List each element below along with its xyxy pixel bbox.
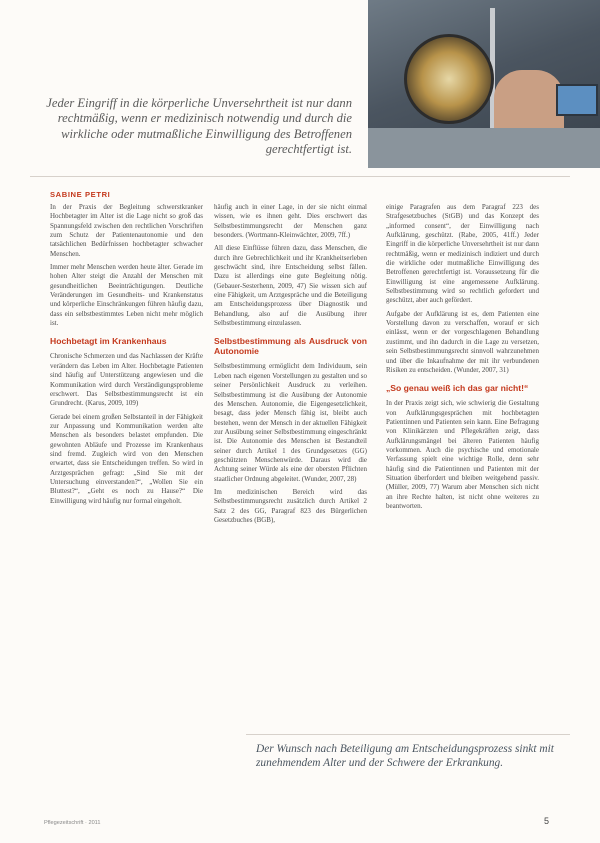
- paragraph: All diese Einflüsse führen dazu, dass Menschen, die durch ihre Gebrechlichkeit und ihr Krankheitserleben geschwächt sind, ihre Entscheidung selbst fällen. Dazu ist allerdings eine gute Begleitung nötig. (Gebauer-Sesterhenn, 2009, 47) Sie wissen sich auf eine Fähigkeit, um Arztgespräche und die Beteiligung am Entscheidungsprozess über Diagnostik und Behandlung, also auf die Ausübung ihrer Selbstbestimmung einzulassen.: [214, 244, 367, 328]
- paragraph: Immer mehr Menschen werden heute älter. Gerade im hohen Alter steigt die Anzahl der Menschen mit gesundheitlichen Beeinträchtigungen. Deutliche Veränderungen im Gesundheits- und Krankenstatus und körperliche Einschränkungen führen häufig dazu, dass ein selbstbestimmtes Leben nicht mehr möglich ist.: [50, 263, 203, 328]
- bed: [368, 128, 600, 168]
- pull-quote-top: Jeder Eingriff in die körperliche Unversehrtheit ist nur dann rechtmäßig, wenn er medizinisch notwendig und durch die wirkliche oder mutmaßliche Einwilligung des Betroffenen gerechtfertigt ist.: [46, 96, 352, 157]
- footer-text: Pflegezeitschrift · 2011: [44, 820, 101, 826]
- paragraph: einige Paragrafen aus dem Paragraf 223 des Strafgesetzbuches (StGB) und das Konzept des „informed consent“, der Einwilligung nach Aufklärung, geschützt. (Rabe, 2005, 41ff.) Jeder Eingriff in die körperliche Unversehrtheit ist nur dann rechtmäßig, wenn er medizinisch indiziert und durch die wirkliche oder mutmaßliche Einwilligung des Betroffenen gerechtfertigt ist. Voraussetzung für die Einwilligung ist eine angemessene Aufklärung. Selbstbestimmung wird so rechtlich gefordert und geschützt, aber auch gefördert.: [386, 203, 539, 305]
- paragraph: Aufgabe der Aufklärung ist es, dem Patienten eine Vorstellung davon zu verschaffen, worauf er sich einlässt, wenn er der vorgeschlagenen Behandlung zustimmt, und ihn dadurch in die Lage zu versetzen, sein Selbstbestimmungsrecht sinnvoll wahrzunehmen und über die Inkaufnahme der mit ihr verbundenen Risiken zu entscheiden. (Wunder, 2007, 31): [386, 309, 539, 374]
- text-column-1: [50, 203, 203, 510]
- pull-quote-bottom: Der Wunsch nach Beteiligung am Entscheidungsprozess sinkt mit zunehmendem Alter und der Schwere der Erkrankung.: [256, 743, 554, 769]
- surgical-lamp: [404, 34, 494, 124]
- monitor-icon: [556, 84, 598, 116]
- paragraph: Gerade bei einem großen Selbstanteil in der Fähigkeit zur Anpassung und Kommunikation werden alte Menschen als besonders belastet empfunden. Die gewohnten Abläufe und Prozesse im Krankenhaus sind fremd. Zugleich wird von den Menschen erwartet, dass sie Entscheidungen treffen. So wird in Arztgesprächen gefragt: „Sind Sie mit der Untersuchung einverstanden?“, „Wollen Sie ein Bluttest?“, „Geht es noch zu Hause?“ Die Einwilligung wird häufig nur formal eingeholt.: [50, 412, 203, 505]
- paragraph: In der Praxis zeigt sich, wie schwierig die Gestaltung von Aufklärungsgesprächen mit hochbetagten Patientinnen und Patienten sein kann. Eine Befragung von Klinikärzten und Pflegekräften zeigt, dass Aufklärungsmängel bei älteren Patienten häufig vorkommen. Auch die psychische und emotionale Verfassung spielt eine wichtige Rolle, denn sehr häufig sind die Patientinnen und Patienten mit der Situation überfordert und bleiben weitgehend passiv. (Müller, 2009, 77) Warum aber Menschen sich nicht an ihre Rechte halten, ist nicht ohne weiteres zu beantworten.: [386, 399, 539, 510]
- paragraph: Im medizinischen Bereich wird das Selbstbestimmungsrecht zusätzlich durch Artikel 2 Satz 2 des GG, Paragraf 823 des Bürgerlichen Gesetzbuches (BGB),: [214, 487, 367, 524]
- text-column-3: [386, 203, 539, 515]
- paragraph: Chronische Schmerzen und das Nachlassen der Kräfte verändern das Leben im Alter. Hochbetagte Patienten sind häufig auf Unterstützung angewiesen und die Kommunikation wird durch Verständigungsprobleme erschwert. Das Selbstbestimmungsrecht ist ein Grundrecht. (Karus, 2009, 109): [50, 352, 203, 408]
- section-heading: „So genau weiß ich das gar nicht!“: [386, 383, 529, 394]
- text-column-2: [214, 203, 367, 529]
- section-heading: Hochbetagt im Krankenhaus: [50, 336, 167, 347]
- hospital-photo: [368, 0, 600, 168]
- paragraph: häufig auch in einer Lage, in der sie nicht einmal wissen, wie es ihnen geht. Dies erschwert das Selbstbestimmungsrecht der Menschen ganz besonders. (Wortmann-Kleinwächter, 2009, 7ff.): [214, 203, 367, 240]
- section-heading: Selbstbestimmung als Ausdruck von Autonomie: [214, 336, 367, 357]
- page-number: 5: [544, 816, 550, 826]
- paragraph: In der Praxis der Begleitung schwerstkranker Hochbetagter im Alter ist die Lage nicht so groß das Spannungsfeld zwischen den rechtlichen Vorschriften zum Schutz der Patientenautonomie und den tatsächlichen Bedürfnissen hochbetagter schwacher Menschen.: [50, 203, 203, 258]
- divider: [246, 734, 570, 735]
- divider: [30, 176, 570, 177]
- author-name: SABINE PETRI: [50, 190, 111, 199]
- paragraph: Selbstbestimmung ermöglicht dem Individuum, sein Leben nach eigenen Vorstellungen zu gestalten und so seiner Persönlichkeit Ausdruck zu verleihen. Selbstbestimmung ist die Ausübung der Autonomie des Menschen. Autonomie, die Eigengesetzlichkeit, besagt, dass jeder Mensch fähig ist, bleibt auch bestehen, wenn der Mensch in der aktuellen Fähigkeit zur Ausübung seiner Selbstbestimmung eingeschränkt ist. Die Autonomie des Menschen ist Bestandteil seiner durch Artikel 1 des Grundgesetzes (GG) geschützten Menschenwürde. Daraus wird die Achtung seiner Würde als eine der obersten Pflichten staatlicher Ordnung abgeleitet. (Wunder, 2007, 28): [214, 362, 367, 483]
